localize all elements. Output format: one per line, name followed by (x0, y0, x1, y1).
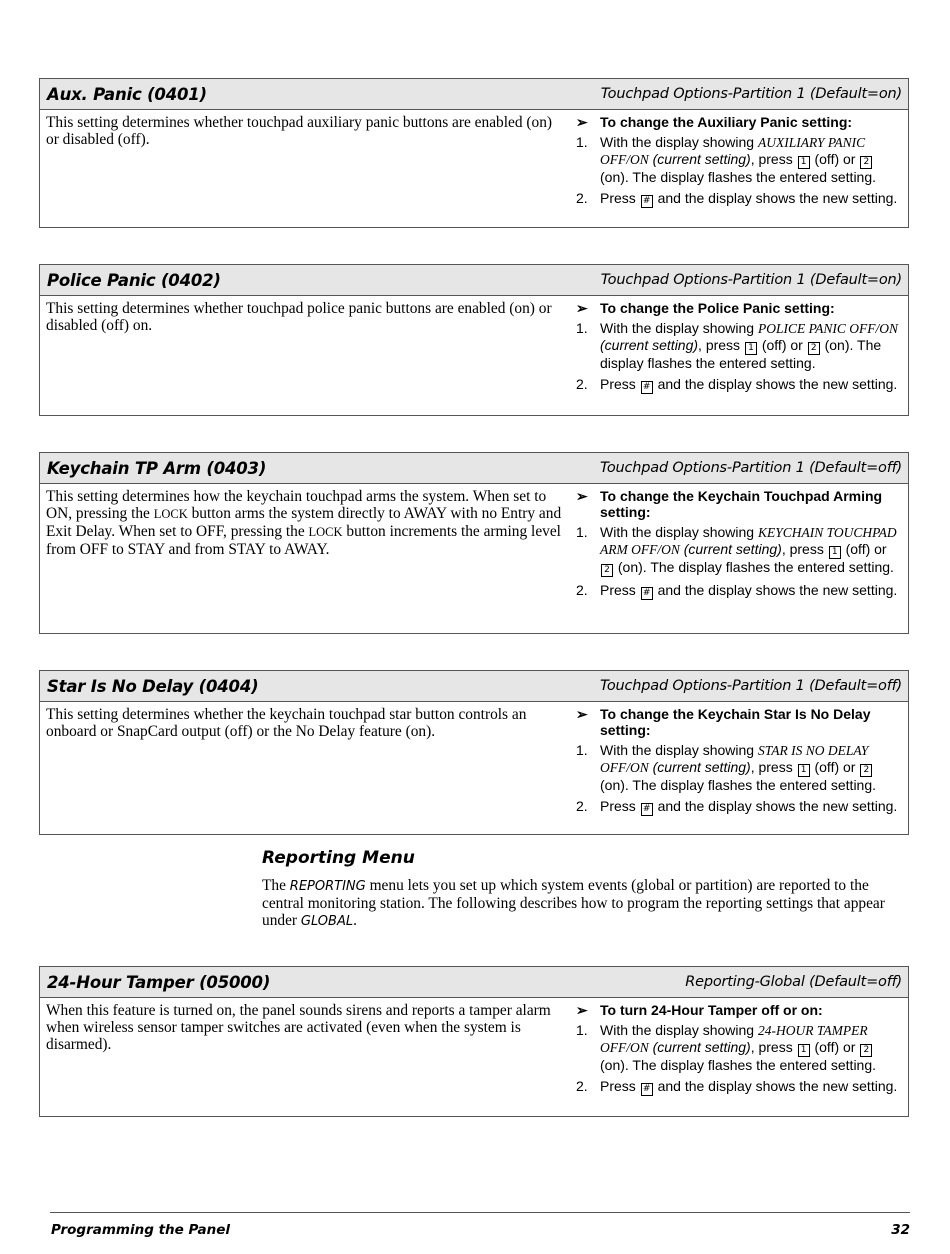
key-hash-icon: # (641, 587, 653, 600)
page-number: 32 (891, 1222, 910, 1238)
instruction-header: To change the Keychain Star Is No Delay setting: (600, 706, 871, 738)
setting-description: This setting determines whether the keychain touchpad star button controls an onboard or SnapCard output (off) or the No Delay feature (on). (46, 706, 527, 740)
key-hash-icon: # (641, 1083, 653, 1096)
display-text: KEYCHAIN TOUCHPAD ARM OFF/ON (600, 525, 897, 557)
setting-header (40, 453, 908, 484)
setting-title: Keychain TP Arm (0403) (47, 458, 267, 478)
key-hash-icon: # (641, 195, 653, 208)
setting-title: Police Panic (0402) (47, 270, 221, 290)
setting-section: Touchpad Options-Partition 1 (Default=on) (600, 86, 902, 102)
arrow-icon: ➢ (576, 488, 588, 504)
setting-header (40, 79, 908, 110)
key-2-icon: 2 (860, 1044, 872, 1057)
setting-box-star-is-no-delay (39, 670, 909, 835)
key-2-icon: 2 (860, 156, 872, 169)
setting-instructions: ➢ To change the Keychain Star Is No Delay setting: 1. With the display showing STAR IS NO DELAY OFF/ON (current setting), press 1 (off) or 2 (on). The display flashes the entered setting. 2. Press # and the display shows the new setting. (576, 706, 902, 821)
reporting-menu-title: Reporting Menu (262, 848, 415, 868)
display-text: AUXILIARY PANIC OFF/ON (600, 135, 866, 167)
key-1-icon: 1 (798, 1044, 810, 1057)
instruction-header: To turn 24-Hour Tamper off or on: (600, 1002, 823, 1018)
reporting-menu-text: The REPORTING menu lets you set up which system events (global or partition) are reported to the central monitoring station. The following describes how to program the reporting settings that appear under GLOBAL. (262, 877, 885, 929)
setting-title: Star Is No Delay (0404) (47, 676, 259, 696)
key-2-icon: 2 (808, 342, 820, 355)
key-hash-icon: # (641, 381, 653, 394)
instruction-header: To change the Keychain Touchpad Arming setting: (600, 488, 883, 520)
instruction-header: To change the Auxiliary Panic setting: (600, 114, 853, 130)
setting-box-police-panic (39, 264, 909, 416)
footer-rule (50, 1212, 910, 1213)
setting-section: Touchpad Options-Partition 1 (Default=off) (599, 460, 902, 476)
setting-description: This setting determines whether touchpad police panic buttons are enabled (on) or disabled (off) on. (46, 300, 552, 334)
arrow-icon: ➢ (576, 706, 588, 722)
setting-section: Reporting-Global (Default=off) (685, 974, 902, 990)
setting-description: This setting determines how the keychain touchpad arms the system. When set to ON, pressing the LOCK button arms the system directly to AWAY with no Entry and Exit Delay. When set to OFF, pressing the LOCK button increments the arming level from OFF to STAY and from STAY to AWAY. (46, 488, 562, 558)
display-text: STAR IS NO DELAY OFF/ON (600, 743, 869, 775)
setting-header (40, 265, 908, 296)
setting-description: When this feature is turned on, the panel sounds sirens and reports a tamper alarm when wireless sensor tamper switches are activated (even when the system is disarmed). (46, 1002, 551, 1053)
setting-section: Touchpad Options-Partition 1 (Default=off) (599, 678, 902, 694)
instruction-header: To change the Police Panic setting: (600, 300, 835, 316)
key-2-icon: 2 (860, 764, 872, 777)
setting-title: Aux. Panic (0401) (47, 84, 207, 104)
setting-box-aux-panic (39, 78, 909, 228)
key-1-icon: 1 (798, 156, 810, 169)
setting-instructions: ➢ To change the Keychain Touchpad Arming setting: 1. With the display showing KEYCHAIN TOUCHPAD ARM OFF/ON (current setting), press 1 (off) or 2 (on). The display flashes the entered setting. 2. Press # and the display shows the new setting. (576, 488, 902, 605)
key-1-icon: 1 (829, 546, 841, 559)
setting-instructions: ➢ To change the Police Panic setting: 1. With the display showing POLICE PANIC OFF/ON (current setting), press 1 (off) or 2 (on). The display flashes the entered setting. 2. Press # and the display shows the new setting. (576, 300, 898, 392)
setting-section: Touchpad Options-Partition 1 (Default=on) (600, 272, 902, 288)
key-2-icon: 2 (601, 564, 613, 577)
setting-description: This setting determines whether touchpad auxiliary panic buttons are enabled (on) or disabled (off). (46, 114, 553, 148)
setting-instructions: ➢ To change the Auxiliary Panic setting: 1. With the display showing AUXILIARY PANIC OFF/ON (current setting), press 1 (off) or 2 (on). The display flashes the entered setting. 2. Press # and the display shows the new setting. (576, 114, 898, 206)
arrow-icon: ➢ (576, 300, 588, 316)
display-text: 24-HOUR TAMPER OFF/ON (600, 1023, 868, 1055)
display-text: POLICE PANIC OFF/ON (757, 321, 898, 336)
arrow-icon: ➢ (576, 114, 588, 130)
footer-title: Programming the Panel (51, 1222, 231, 1238)
key-1-icon: 1 (745, 342, 757, 355)
setting-header (40, 967, 908, 998)
setting-title: 24-Hour Tamper (05000) (47, 972, 271, 992)
key-1-icon: 1 (798, 764, 810, 777)
setting-instructions: ➢ To turn 24-Hour Tamper off or on: 1. With the display showing 24-HOUR TAMPER OFF/ON (current setting), press 1 (off) or 2 (on). The display flashes the entered setting. 2. Press # and the display shows the new setting. (576, 1002, 898, 1094)
arrow-icon: ➢ (576, 1002, 588, 1018)
setting-box-24-hour-tamper (39, 966, 909, 1117)
setting-header (40, 671, 908, 702)
key-hash-icon: # (641, 803, 653, 816)
setting-box-keychain-tp-arm (39, 452, 909, 634)
